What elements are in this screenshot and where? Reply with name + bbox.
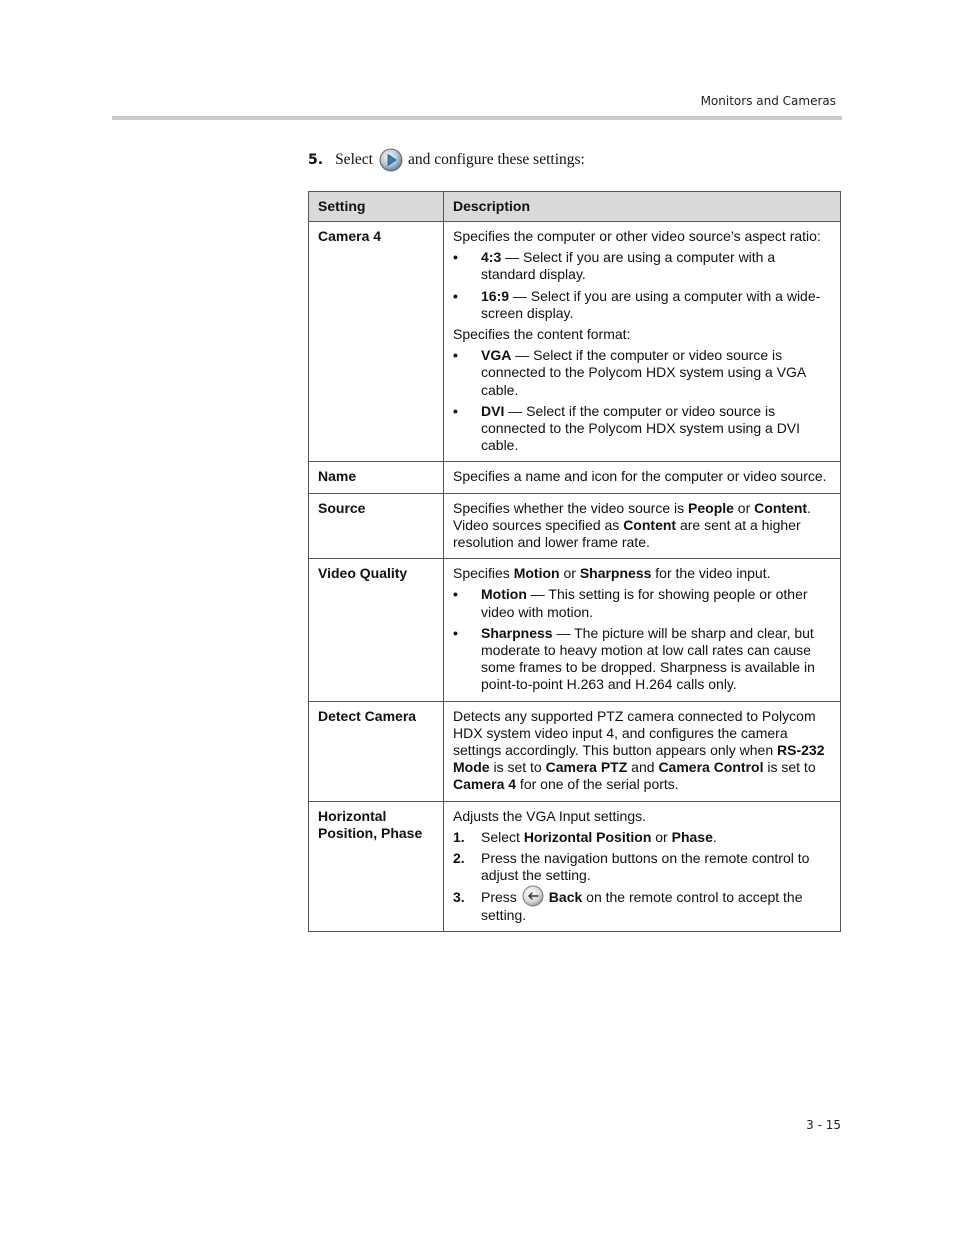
bullet: • xyxy=(453,287,458,304)
option-text: — The picture will be sharp and clear, but moderate to heavy motion at low call rates can cause some frames to be dropped. Sharpness is available in point-to-point H.263 and H.264 calls only. xyxy=(481,624,815,693)
option-text: — Select if the computer or video source is connected to the Polycom HDX system using a VGA cable. xyxy=(481,347,806,398)
list-item xyxy=(453,586,831,620)
list-item xyxy=(453,288,831,322)
bold-term: Motion xyxy=(513,565,560,582)
bold-term: Phase xyxy=(671,828,713,845)
setting-description xyxy=(444,493,841,559)
text-run: or xyxy=(651,828,672,845)
option-text: — Select if the computer or video source is connected to the Polycom HDX system using a DVI cable. xyxy=(481,402,801,454)
text-run: are sent at a higher resolution and lower frame rate. xyxy=(453,516,801,551)
setting-name: Detect Camera xyxy=(309,701,444,801)
text-run: is set to xyxy=(489,759,546,776)
text-run: Specifies xyxy=(453,565,514,582)
setting-name: Source xyxy=(309,493,444,559)
text-run: . xyxy=(712,828,717,845)
setting-description xyxy=(444,222,841,462)
option-name: 4:3 xyxy=(481,249,502,266)
text-run: Detects any supported PTZ camera connected to Polycom HDX system video input 4, and configures the camera settings accordingly. This button appears only when xyxy=(453,707,816,759)
header-rule xyxy=(112,116,842,120)
list-item xyxy=(453,625,831,694)
setting-description xyxy=(444,701,841,801)
back-arrow-icon xyxy=(522,885,544,907)
text-run: . Video sources specified as xyxy=(453,499,811,533)
table-row xyxy=(309,222,841,462)
step-text-after: and configure these settings: xyxy=(407,151,585,168)
text-run: for one of the serial ports. xyxy=(516,776,679,793)
bold-term: People xyxy=(688,499,734,516)
bullet: • xyxy=(453,347,458,364)
bold-term: Horizontal Position xyxy=(523,828,652,845)
list-item xyxy=(453,889,831,925)
bullet: • xyxy=(453,249,458,266)
text-run: and xyxy=(627,759,659,776)
list-item xyxy=(453,850,831,884)
bold-term: Camera PTZ xyxy=(545,759,628,776)
text-run: Specifies whether the video source is xyxy=(453,499,689,516)
option-name: 16:9 xyxy=(481,287,510,304)
option-text: — Select if you are using a computer with a wide-screen display. xyxy=(481,287,821,321)
header-setting: Setting xyxy=(309,192,444,222)
text-run: or xyxy=(733,499,755,516)
bullet: • xyxy=(453,624,458,641)
bold-term: Back xyxy=(548,888,583,905)
step-text-before: Select xyxy=(335,151,373,168)
description-text: Specifies the computer or other video source’s aspect ratio: xyxy=(453,228,821,244)
table-header-row xyxy=(309,192,841,222)
description-text: Specifies the content format: xyxy=(453,326,631,343)
option-text: — This setting is for showing people or other video with motion. xyxy=(481,586,808,620)
setting-description: Specifies a name and icon for the computer or video source. xyxy=(444,462,841,493)
step-number: 5. xyxy=(308,152,324,168)
description-text: Adjusts the VGA Input settings. xyxy=(453,807,646,824)
option-name: Motion xyxy=(481,586,527,603)
text-run: is set to xyxy=(763,759,816,776)
text-run: Press xyxy=(481,888,517,905)
step-marker: 3. xyxy=(453,888,465,905)
bold-term: Camera 4 xyxy=(453,776,517,793)
bold-term: Content xyxy=(754,499,808,516)
step-marker: 1. xyxy=(453,828,465,845)
bold-term: Sharpness xyxy=(579,565,652,582)
step-instruction xyxy=(308,146,585,174)
setting-name: Video Quality xyxy=(309,559,444,701)
option-name: Sharpness xyxy=(481,624,553,641)
page-number: 3 - 15 xyxy=(806,1118,841,1132)
list-item xyxy=(453,403,831,455)
setting-name: Horizontal Position, Phase xyxy=(309,801,444,931)
bullet: • xyxy=(453,586,458,603)
setting-description xyxy=(444,559,841,701)
bold-term: RS-232 Mode xyxy=(453,742,825,776)
header-description: Description xyxy=(444,192,841,222)
option-name: VGA xyxy=(481,347,512,364)
step-marker: 2. xyxy=(453,850,465,867)
text-run: Select xyxy=(481,828,524,845)
description-text xyxy=(453,565,831,582)
step-text: Press the navigation buttons on the remote control to adjust the setting. xyxy=(481,850,810,884)
table-row xyxy=(309,559,841,701)
table-row xyxy=(309,801,841,931)
list-item xyxy=(453,829,831,846)
bold-term: Camera Control xyxy=(658,759,764,776)
list-item xyxy=(453,347,831,399)
bold-term: Content xyxy=(623,516,677,533)
setting-name: Name xyxy=(309,462,444,493)
settings-table xyxy=(308,191,841,932)
option-text: — Select if you are using a computer with a standard display. xyxy=(481,249,776,283)
option-name: DVI xyxy=(481,402,505,419)
table-row xyxy=(309,493,841,559)
setting-name: Camera 4 xyxy=(309,222,444,462)
text-run: for the video input. xyxy=(651,565,771,582)
setting-description xyxy=(444,801,841,931)
text-run: or xyxy=(559,565,580,582)
play-arrow-icon xyxy=(379,148,403,172)
list-item xyxy=(453,249,831,283)
running-header: Monitors and Cameras xyxy=(700,94,836,108)
text-run: on the remote control to accept the setting. xyxy=(481,888,803,923)
table-row xyxy=(309,462,841,493)
bullet: • xyxy=(453,402,458,419)
table-row xyxy=(309,701,841,801)
